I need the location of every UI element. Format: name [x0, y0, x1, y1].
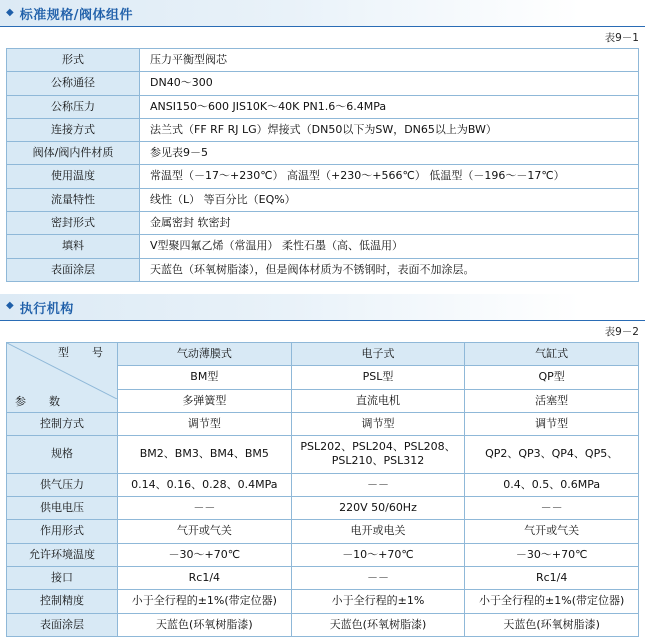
param-value: －－ — [291, 473, 465, 496]
corner-header-cell — [7, 342, 118, 412]
actuator-table — [6, 342, 639, 637]
spec-value: 常温型（－17～+230℃） 高温型（+230～+566℃） 低温型（－196～－17℃） — [140, 165, 639, 188]
spec-label: 表面涂层 — [7, 258, 140, 281]
table-row — [7, 118, 639, 141]
model-value: QP型 — [465, 366, 639, 389]
param-value: 气开或气关 — [465, 520, 639, 543]
diamond-bullet-icon: ◆ — [6, 300, 14, 312]
param-label: 供气压力 — [7, 473, 118, 496]
table-row — [7, 590, 639, 613]
spec-label: 使用温度 — [7, 165, 140, 188]
table-row — [7, 497, 639, 520]
table-row — [7, 566, 639, 589]
table-row — [7, 165, 639, 188]
table-row — [7, 473, 639, 496]
spec-label: 流量特性 — [7, 188, 140, 211]
corner-header-top: 型 号 — [58, 345, 109, 359]
column-header: 电子式 — [291, 342, 465, 365]
param-value: PSL202、PSL204、PSL208、PSL210、PSL312 — [291, 436, 465, 474]
param-value: 220V 50/60Hz — [291, 497, 465, 520]
spec-value: 金属密封 软密封 — [140, 212, 639, 235]
column-header: 气动薄膜式 — [118, 342, 292, 365]
param-value: 小于全行程的±1%(带定位器) — [118, 590, 292, 613]
spec-value: DN40～300 — [140, 72, 639, 95]
spec-value: 参见表9－5 — [140, 142, 639, 165]
type-value: 多弹簧型 — [118, 389, 292, 412]
spec-label: 密封形式 — [7, 212, 140, 235]
table-label-9-2: 表9－2 — [604, 325, 639, 338]
table-row — [7, 142, 639, 165]
section-header-actuator — [0, 294, 645, 320]
type-value: 活塞型 — [465, 389, 639, 412]
spec-value: 线性（L） 等百分比（EQ%） — [140, 188, 639, 211]
param-value: 小于全行程的±1% — [291, 590, 465, 613]
param-value: Rc1/4 — [465, 566, 639, 589]
param-value: BM2、BM3、BM4、BM5 — [118, 436, 292, 474]
spec-label: 公称通径 — [7, 72, 140, 95]
param-value: 调节型 — [465, 412, 639, 435]
corner-header-bottom: 参 数 — [15, 394, 66, 408]
param-label: 供电电压 — [7, 497, 118, 520]
table-row — [7, 188, 639, 211]
section-title: 执行机构 — [19, 301, 74, 317]
param-value: －－ — [291, 566, 465, 589]
table-row — [7, 72, 639, 95]
spec-label: 形式 — [7, 49, 140, 72]
spec-label: 填料 — [7, 235, 140, 258]
param-label: 规格 — [7, 436, 118, 474]
param-value: －－ — [465, 497, 639, 520]
param-label: 控制精度 — [7, 590, 118, 613]
param-value: QP2、QP3、QP4、QP5、 — [465, 436, 639, 474]
param-value: 电开或电关 — [291, 520, 465, 543]
table-row — [7, 95, 639, 118]
param-value: 0.4、0.5、0.6MPa — [465, 473, 639, 496]
param-value: 天蓝色(环氧树脂漆) — [465, 613, 639, 636]
table-row — [7, 436, 639, 474]
param-value: 气开或气关 — [118, 520, 292, 543]
spec-value: 压力平衡型阀芯 — [140, 49, 639, 72]
param-value: 调节型 — [291, 412, 465, 435]
param-label: 作用形式 — [7, 520, 118, 543]
table-row — [7, 543, 639, 566]
table-row — [7, 520, 639, 543]
table-label-9-1: 表9－1 — [604, 32, 639, 44]
table-row — [7, 412, 639, 435]
spec-value: V型聚四氟乙烯（常温用） 柔性石墨（高、低温用） — [140, 235, 639, 258]
spec-label: 阀体/阀内件材质 — [7, 142, 140, 165]
param-label: 表面涂层 — [7, 613, 118, 636]
column-header: 气缸式 — [465, 342, 639, 365]
spec-value: 天蓝色（环氧树脂漆），但是阀体材质为不锈钢时，表面不加涂层。 — [140, 258, 639, 281]
table-header-row — [7, 342, 639, 365]
model-value: BM型 — [118, 366, 292, 389]
diamond-bullet-icon: ◆ — [6, 6, 14, 18]
spec-value: 法兰式（FF RF RJ LG）焊接式（DN50以下为SW，DN65以上为BW） — [140, 118, 639, 141]
param-value: 0.14、0.16、0.28、0.4MPa — [118, 473, 292, 496]
section-header-standard-specs — [0, 0, 645, 26]
spec-label: 连接方式 — [7, 118, 140, 141]
param-value: Rc1/4 — [118, 566, 292, 589]
param-label: 接口 — [7, 566, 118, 589]
table-row — [7, 212, 639, 235]
table-row — [7, 613, 639, 636]
param-value: 天蓝色(环氧树脂漆) — [291, 613, 465, 636]
param-value: －10～+70℃ — [291, 543, 465, 566]
param-value: 调节型 — [118, 412, 292, 435]
param-value: 天蓝色(环氧树脂漆) — [118, 613, 292, 636]
table-row — [7, 235, 639, 258]
spec-value: ANSI150～600 JIS10K～40K PN1.6～6.4MPa — [140, 95, 639, 118]
table-row — [7, 258, 639, 281]
param-value: －30～+70℃ — [118, 543, 292, 566]
model-value: PSL型 — [291, 366, 465, 389]
param-value: －30～+70℃ — [465, 543, 639, 566]
standard-spec-table — [6, 48, 639, 282]
param-label: 控制方式 — [7, 412, 118, 435]
param-label: 允许环境温度 — [7, 543, 118, 566]
section-title: 标准规格/阀体组件 — [19, 8, 133, 23]
spec-label: 公称压力 — [7, 95, 140, 118]
table-row — [7, 49, 639, 72]
type-value: 直流电机 — [291, 389, 465, 412]
param-value: 小于全行程的±1%(带定位器) — [465, 590, 639, 613]
param-value: －－ — [118, 497, 292, 520]
